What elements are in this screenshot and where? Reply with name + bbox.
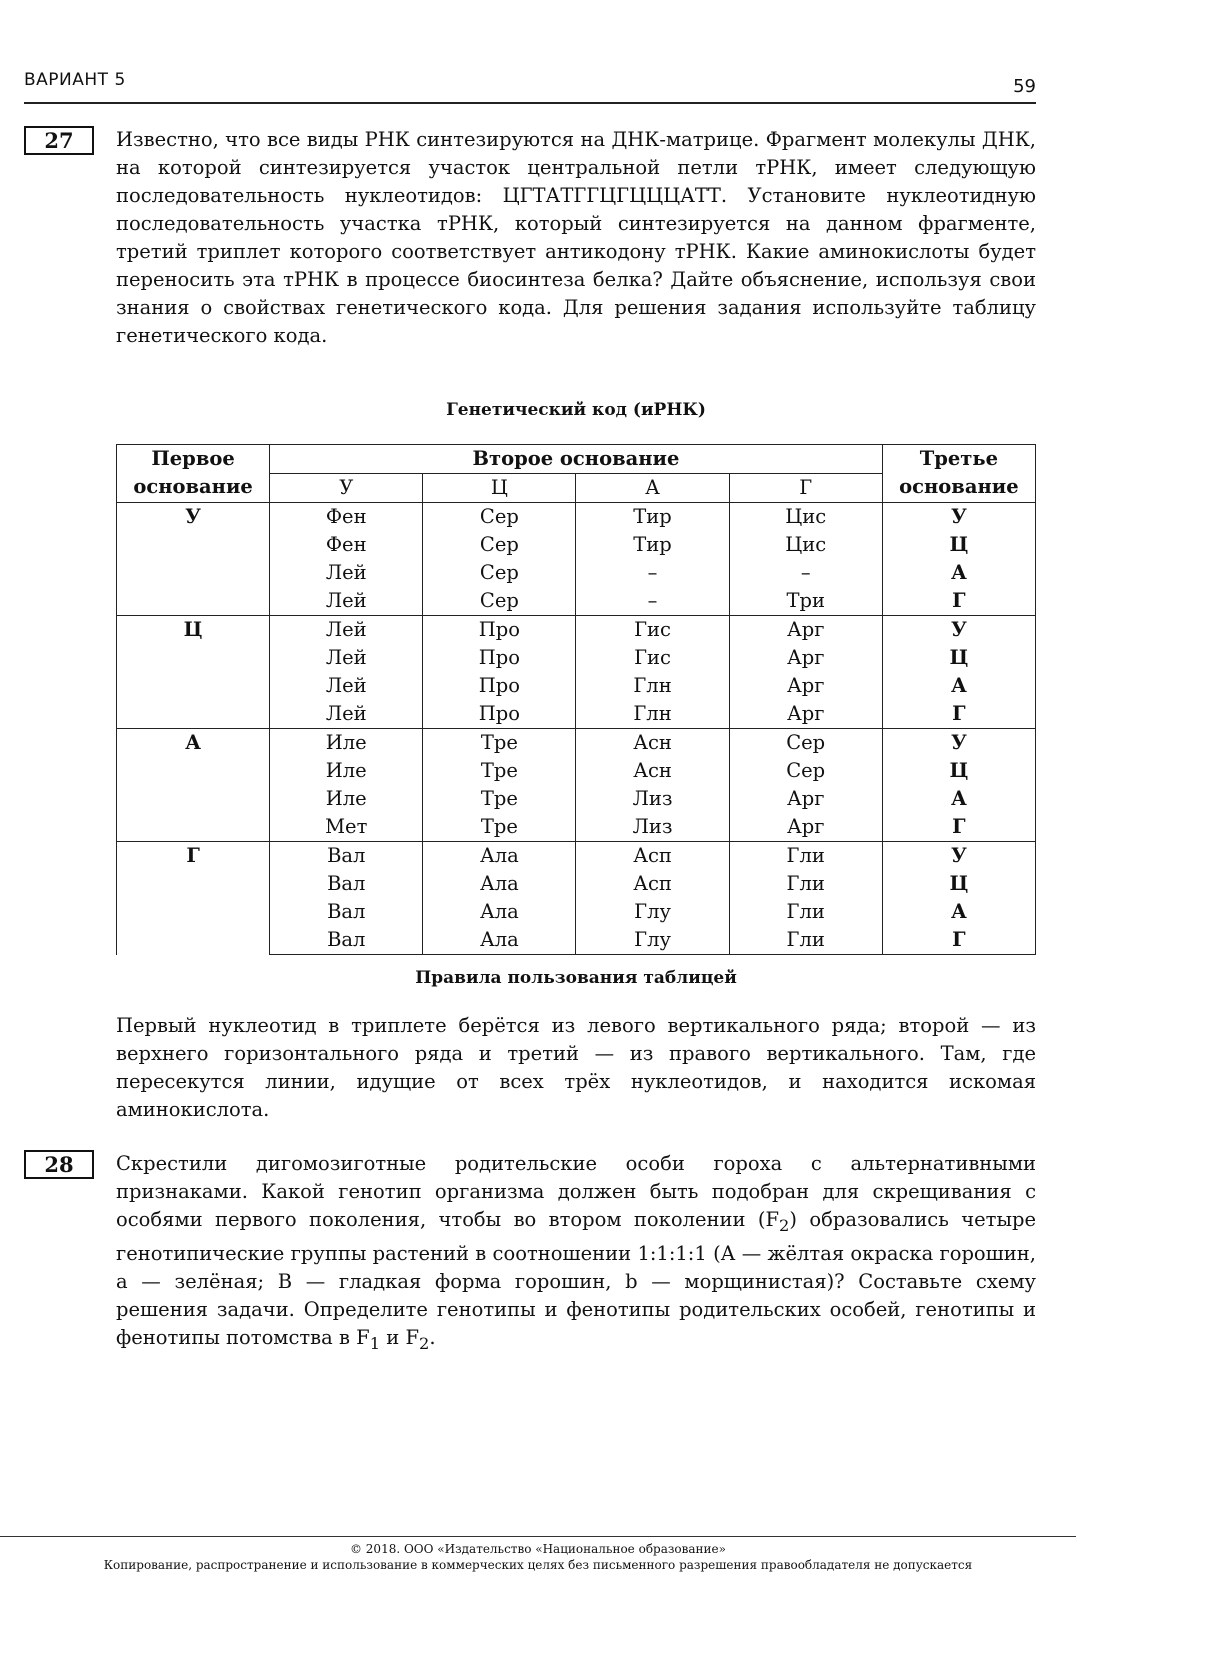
task-number-28: 28	[24, 1150, 94, 1179]
third-base-cell: Г	[882, 813, 1035, 842]
amino-acid-cell: Вал	[270, 926, 423, 955]
amino-acid-cell: Цис	[729, 531, 882, 559]
header-third-base: Третье основание	[882, 445, 1035, 503]
third-base-cell: Ц	[882, 757, 1035, 785]
amino-acid-cell: Про	[423, 672, 576, 700]
amino-acid-cell: Лей	[270, 644, 423, 672]
amino-acid-cell: Арг	[729, 700, 882, 729]
amino-acid-cell: –	[576, 559, 729, 587]
second-base-header: Г	[729, 474, 882, 503]
copyright-notice: Копирование, распространение и использование в коммерческих целях без письменного разрешения правообладателя не допускается	[103, 1558, 973, 1572]
amino-acid-cell: Ала	[423, 842, 576, 871]
third-base-cell: Ц	[882, 644, 1035, 672]
task-number-27: 27	[24, 126, 94, 155]
third-base-cell: У	[882, 503, 1035, 532]
third-base-cell: А	[882, 672, 1035, 700]
amino-acid-cell: Сер	[423, 531, 576, 559]
table-row	[117, 616, 1036, 645]
amino-acid-cell: Про	[423, 644, 576, 672]
amino-acid-cell: Лей	[270, 559, 423, 587]
table-row	[117, 729, 1036, 758]
second-base-header: Ц	[423, 474, 576, 503]
third-base-cell: А	[882, 559, 1035, 587]
amino-acid-cell: Асп	[576, 842, 729, 871]
third-base-cell: У	[882, 729, 1035, 758]
amino-acid-cell: Гли	[729, 842, 882, 871]
third-base-cell: А	[882, 898, 1035, 926]
amino-acid-cell: Про	[423, 700, 576, 729]
amino-acid-cell: Сер	[423, 503, 576, 532]
header-second-base: Второе основание	[270, 445, 883, 474]
amino-acid-cell: Тир	[576, 503, 729, 532]
amino-acid-cell: Лей	[270, 700, 423, 729]
amino-acid-cell: Глу	[576, 926, 729, 955]
amino-acid-cell: Иле	[270, 729, 423, 758]
amino-acid-cell: Иле	[270, 757, 423, 785]
amino-acid-cell: Про	[423, 616, 576, 645]
amino-acid-cell: Лей	[270, 616, 423, 645]
amino-acid-cell: Асп	[576, 870, 729, 898]
rules-text: Первый нуклеотид в триплете берётся из левого вертикального ряда; второй — из верхнего горизонтального ряда и третий — из правого вертикального. Там, где пересекутся линии, идущие от всех трёх нуклеотидов, и находится искомая аминокислота.	[116, 1014, 1036, 1121]
first-base-cell: А	[117, 729, 270, 842]
amino-acid-cell: Арг	[729, 672, 882, 700]
copyright-line: © 2018. ООО «Издательство «Национальное образование»	[349, 1542, 726, 1556]
amino-acid-cell: Гис	[576, 616, 729, 645]
amino-acid-cell: Асн	[576, 757, 729, 785]
amino-acid-cell: Лей	[270, 672, 423, 700]
third-base-cell: Ц	[882, 531, 1035, 559]
task-28	[24, 1150, 1036, 1358]
page-header	[24, 68, 1036, 104]
third-base-cell: Г	[882, 700, 1035, 729]
amino-acid-cell: Сер	[423, 587, 576, 616]
first-base-cell: Г	[117, 842, 270, 955]
amino-acid-cell: Арг	[729, 616, 882, 645]
genetic-code-table	[116, 444, 1036, 955]
variant-label: ВАРИАНТ 5	[24, 70, 126, 90]
third-base-cell: Г	[882, 587, 1035, 616]
amino-acid-cell: Асн	[576, 729, 729, 758]
amino-acid-cell: Вал	[270, 898, 423, 926]
copyright-footer	[0, 1536, 1076, 1573]
amino-acid-cell: Тре	[423, 785, 576, 813]
task-27	[24, 126, 1036, 350]
amino-acid-cell: Лиз	[576, 813, 729, 842]
amino-acid-cell: Лиз	[576, 785, 729, 813]
amino-acid-cell: Вал	[270, 842, 423, 871]
amino-acid-cell: Вал	[270, 870, 423, 898]
table-caption: Генетический код (иРНК)	[446, 400, 706, 420]
amino-acid-cell: Сер	[423, 559, 576, 587]
amino-acid-cell: –	[576, 587, 729, 616]
amino-acid-cell: Сер	[729, 757, 882, 785]
amino-acid-cell: Арг	[729, 644, 882, 672]
amino-acid-cell: Ала	[423, 926, 576, 955]
amino-acid-cell: Арг	[729, 785, 882, 813]
amino-acid-cell: Лей	[270, 587, 423, 616]
amino-acid-cell: Глн	[576, 700, 729, 729]
amino-acid-cell: Тир	[576, 531, 729, 559]
third-base-cell: У	[882, 616, 1035, 645]
amino-acid-cell: Гли	[729, 870, 882, 898]
third-base-cell: Ц	[882, 870, 1035, 898]
amino-acid-cell: Гли	[729, 898, 882, 926]
table-row	[117, 503, 1036, 532]
amino-acid-cell: Мет	[270, 813, 423, 842]
amino-acid-cell: Ала	[423, 870, 576, 898]
amino-acid-cell: Ала	[423, 898, 576, 926]
rules-title: Правила пользования таблицей	[415, 968, 737, 988]
amino-acid-cell: Глн	[576, 672, 729, 700]
second-base-header: У	[270, 474, 423, 503]
second-base-header: А	[576, 474, 729, 503]
third-base-cell: Г	[882, 926, 1035, 955]
header-first-base: Первое основание	[117, 445, 270, 503]
first-base-cell: У	[117, 503, 270, 616]
task-27-text: Известно, что все виды РНК синтезируются на ДНК-матрице. Фрагмент молекулы ДНК, на которой синтезируется участок центральной петли тРНК, имеет следующую последовательность нуклеотидов: ЦГТАТГГЦГЦЦЦАТТ. Установите нуклеотидную последовательность участка тРНК, который синтезируется на данном фрагменте, третий триплет которого соответствует антикодону тРНК. Какие аминокислоты будет переносить эта тРНК в процессе биосинтеза белка? Дайте объяснение, используя свои знания о свойствах генетического кода. Для решения задания используйте таблицу генетического кода.	[116, 128, 1036, 347]
amino-acid-cell: Арг	[729, 813, 882, 842]
task-28-text: Скрестили дигомозиготные родительские особи гороха с альтернативными признаками. Какой генотип организма должен быть подобран для скрещивания с особями первого поколения, чтобы во втором поколении $(F_2)$ образовались четыре генотипические группы растений в соотношении 1:1:1:1 (А — жёлтая окраска горошин, а — зелёная; В — гладкая форма горошин, b — морщинистая)? Составьте схему решения задачи. Определите генотипы и фенотипы родительских особей, генотипы и фенотипы потомства в $F_1$ и $F_2$.	[116, 1152, 1036, 1353]
amino-acid-cell: Фен	[270, 531, 423, 559]
table-row	[117, 842, 1036, 871]
amino-acid-cell: Гис	[576, 644, 729, 672]
first-base-cell: Ц	[117, 616, 270, 729]
amino-acid-cell: Сер	[729, 729, 882, 758]
amino-acid-cell: Тре	[423, 813, 576, 842]
amino-acid-cell: Цис	[729, 503, 882, 532]
amino-acid-cell: Тре	[423, 757, 576, 785]
third-base-cell: А	[882, 785, 1035, 813]
amino-acid-cell: Глу	[576, 898, 729, 926]
third-base-cell: У	[882, 842, 1035, 871]
amino-acid-cell: –	[729, 559, 882, 587]
amino-acid-cell: Три	[729, 587, 882, 616]
amino-acid-cell: Гли	[729, 926, 882, 955]
amino-acid-cell: Фен	[270, 503, 423, 532]
amino-acid-cell: Тре	[423, 729, 576, 758]
amino-acid-cell: Иле	[270, 785, 423, 813]
page-number: 59	[1013, 76, 1036, 97]
